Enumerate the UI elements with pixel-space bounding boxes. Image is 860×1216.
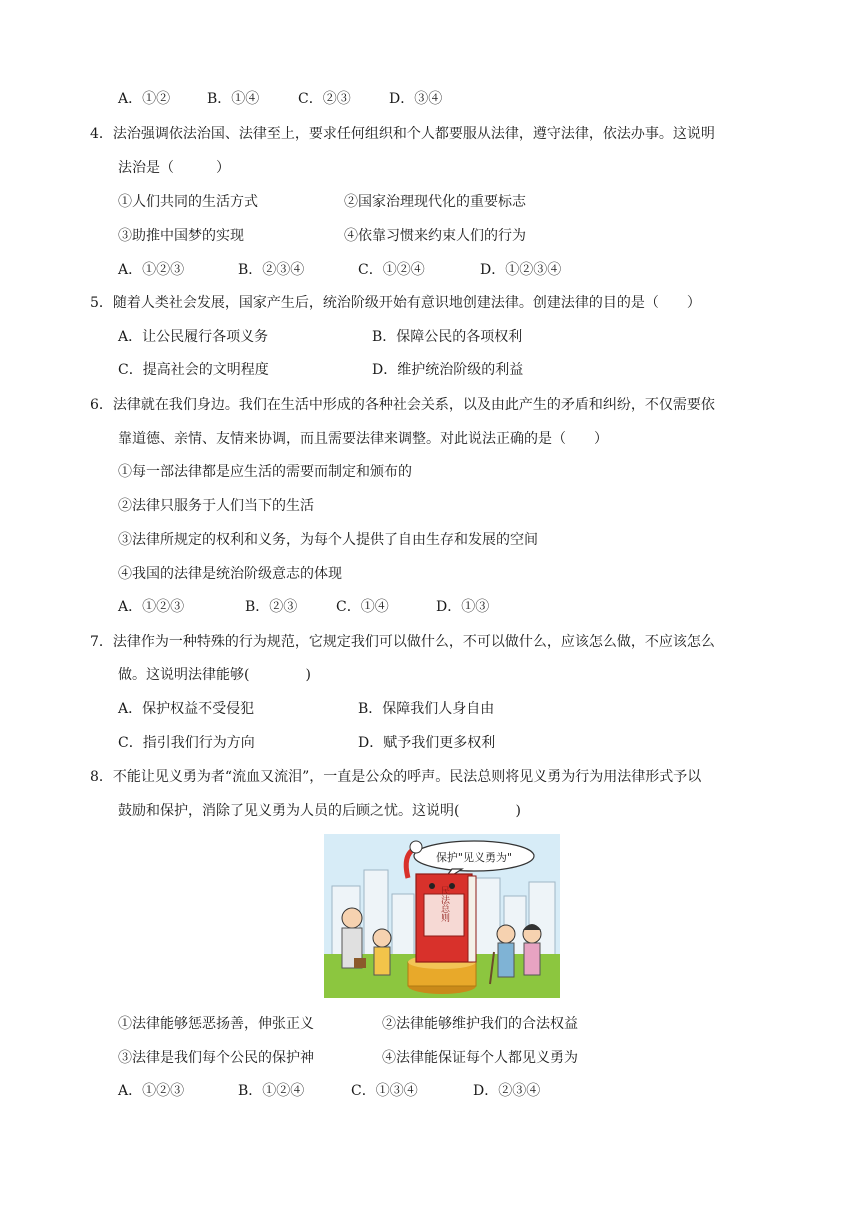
q8-option-b[interactable]: B．①②④: [238, 1083, 305, 1099]
q4-option-b[interactable]: B．②③④: [238, 262, 305, 278]
q8-statement-2: ②法律能够维护我们的合法权益: [382, 1016, 578, 1032]
q6-stem-line1: 6．法律就在我们身边。我们在生活中形成的各种社会关系，以及由此产生的矛盾和纠纷，不仅需要依: [90, 397, 715, 413]
q6-statement-3: ③法律所规定的权利和义务，为每个人提供了自由生存和发展的空间: [118, 532, 538, 548]
q4-option-c[interactable]: C．①②④: [358, 262, 425, 278]
q7-stem-line2: 做。这说明法律能够( ): [118, 667, 311, 683]
q8-option-d[interactable]: D．②③④: [473, 1083, 541, 1099]
q5-option-b[interactable]: B．保障公民的各项权利: [372, 329, 523, 345]
q3-option-b[interactable]: B．①④: [207, 91, 260, 107]
q7-option-a[interactable]: A．保护权益不受侵犯: [118, 701, 255, 717]
q5-option-d[interactable]: D．维护统治阶级的利益: [372, 362, 524, 378]
q6-stem-line2: 靠道德、亲情、友情来协调，而且需要法律来调整。对此说法正确的是（ ）: [118, 431, 608, 447]
q3-option-d[interactable]: D．③④: [389, 91, 443, 107]
q8-stem-line2: 鼓励和保护，消除了见义勇为人员的后顾之忧。这说明( ): [118, 803, 521, 819]
q4-statement-1: ①人们共同的生活方式: [118, 194, 258, 210]
q6-statement-4: ④我国的法律是统治阶级意志的体现: [118, 566, 342, 582]
q7-option-d[interactable]: D．赋予我们更多权利: [358, 735, 496, 751]
q5-option-a[interactable]: A．让公民履行各项义务: [118, 329, 269, 345]
q6-option-c[interactable]: C．①④: [336, 599, 389, 615]
q8-statement-4: ④法律能保证每个人都见义勇为: [382, 1050, 578, 1066]
q6-option-a[interactable]: A．①②③: [118, 599, 185, 615]
q8-option-a[interactable]: A．①②③: [118, 1083, 185, 1099]
q7-option-b[interactable]: B．保障我们人身自由: [358, 701, 495, 717]
hand: [410, 841, 422, 853]
q8-stem-line1: 8．不能让见义勇为者“流血又流泪”，一直是公众的呼声。民法总则将见义勇为行为用法律形式予以: [90, 769, 702, 785]
q6-option-b[interactable]: B．②③: [245, 599, 298, 615]
q4-statement-3: ③助推中国梦的实现: [118, 228, 244, 244]
book-title-text: 民法总则: [439, 886, 449, 922]
q4-option-d[interactable]: D．①②③④: [480, 262, 562, 278]
q4-statement-2: ②国家治理现代化的重要标志: [344, 194, 526, 210]
q8-option-c[interactable]: C．①③④: [351, 1083, 418, 1099]
q4-statement-4: ④依靠习惯来约束人们的行为: [344, 228, 526, 244]
q6-statement-1: ①每一部法律都是应生活的需要而制定和颁布的: [118, 464, 412, 480]
q5-stem-line1: 5．随着人类社会发展，国家产生后，统治阶级开始有意识地创建法律。创建法律的目的是（ ）: [90, 295, 701, 311]
q5-option-c[interactable]: C．提高社会的文明程度: [118, 362, 269, 378]
q3-option-c[interactable]: C．②③: [298, 91, 351, 107]
bubble-text: 保护"见义勇为": [435, 851, 513, 864]
q8-statement-3: ③法律是我们每个公民的保护神: [118, 1050, 314, 1066]
q7-stem-line1: 7．法律作为一种特殊的行为规范，它规定我们可以做什么，不可以做什么，应该怎么做，不应该怎么: [90, 634, 715, 650]
q3-option-a[interactable]: A．①②: [118, 91, 171, 107]
q4-option-a[interactable]: A．①②③: [118, 262, 185, 278]
q4-stem-line2: 法治是（ ）: [118, 160, 230, 176]
q7-option-c[interactable]: C．指引我们行为方向: [118, 735, 255, 751]
q8-statement-1: ①法律能够惩恶扬善，伸张正义: [118, 1016, 314, 1032]
civil-code-cartoon-illustration: [324, 834, 560, 998]
q6-option-d[interactable]: D．①③: [436, 599, 490, 615]
q4-stem-line1: 4．法治强调依法治国、法律至上，要求任何组织和个人都要服从法律，遵守法律，依法办事。这说明: [90, 126, 715, 142]
q6-statement-2: ②法律只服务于人们当下的生活: [118, 498, 314, 514]
